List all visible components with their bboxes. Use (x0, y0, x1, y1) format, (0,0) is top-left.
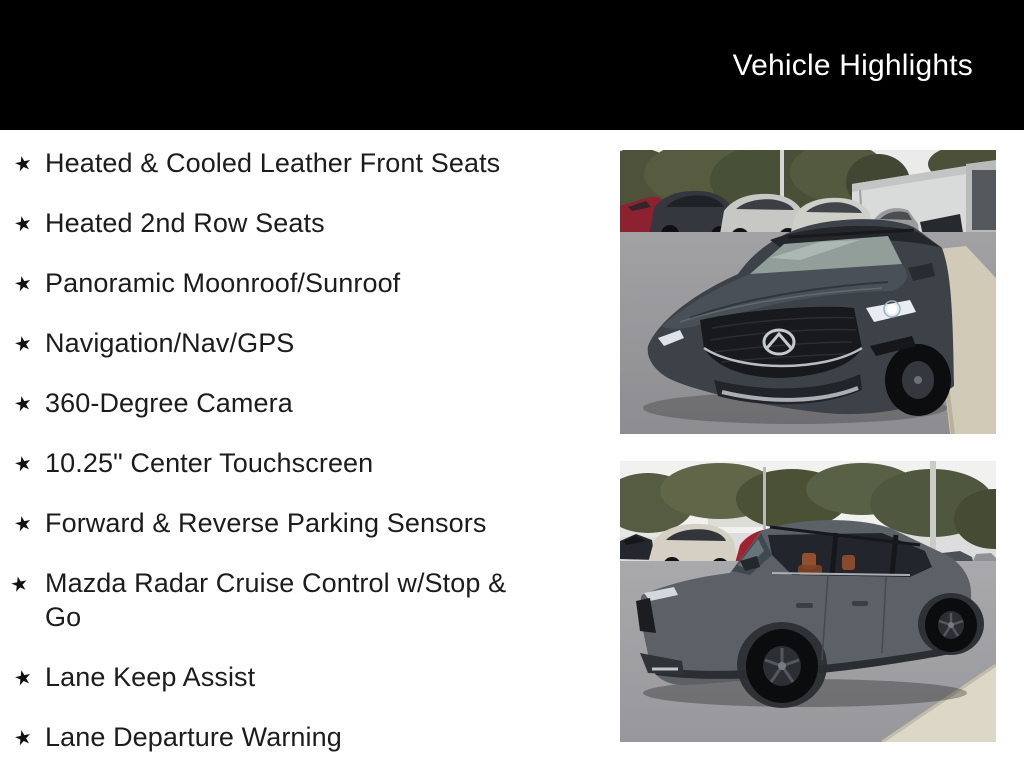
feature-label: Forward & Reverse Parking Sensors (45, 508, 487, 538)
list-item (14, 266, 525, 300)
feature-label: Mazda Radar Cruise Control w/Stop & Go (45, 568, 507, 632)
vehicle-photo-side (620, 461, 996, 742)
list-item (14, 506, 525, 540)
star-bullet-icon: ★ (8, 572, 31, 598)
slide-header (0, 0, 1024, 130)
list-item (14, 720, 525, 754)
feature-label: Heated & Cooled Leather Front Seats (45, 148, 501, 178)
star-bullet-icon: ★ (12, 331, 35, 357)
feature-label: 360-Degree Camera (45, 388, 293, 418)
list-item (14, 206, 525, 240)
list-item (14, 146, 525, 180)
feature-label: Heated 2nd Row Seats (45, 208, 325, 238)
star-bullet-icon: ★ (12, 451, 35, 477)
page-title: Vehicle Highlights (732, 49, 973, 82)
feature-label: Lane Keep Assist (45, 662, 256, 692)
feature-label: Panoramic Moonroof/Sunroof (45, 268, 401, 298)
star-bullet-icon: ★ (12, 391, 35, 417)
list-item (8, 566, 525, 634)
star-bullet-icon: ★ (12, 151, 35, 177)
star-bullet-icon: ★ (12, 511, 35, 537)
vehicle-photo-front (620, 150, 996, 434)
star-bullet-icon: ★ (12, 725, 35, 751)
list-item (14, 660, 525, 694)
star-bullet-icon: ★ (12, 271, 35, 297)
list-item (14, 446, 525, 480)
feature-label: 10.25" Center Touchscreen (45, 448, 374, 478)
feature-label: Navigation/Nav/GPS (45, 328, 295, 358)
star-bullet-icon: ★ (12, 665, 35, 691)
vehicle-photo-front-illustration (620, 150, 996, 434)
feature-label: Lane Departure Warning (45, 722, 342, 752)
vehicle-photo-side-illustration (620, 461, 996, 742)
star-bullet-icon: ★ (12, 211, 35, 237)
feature-list (8, 146, 525, 780)
list-item (14, 326, 525, 360)
list-item (14, 386, 525, 420)
